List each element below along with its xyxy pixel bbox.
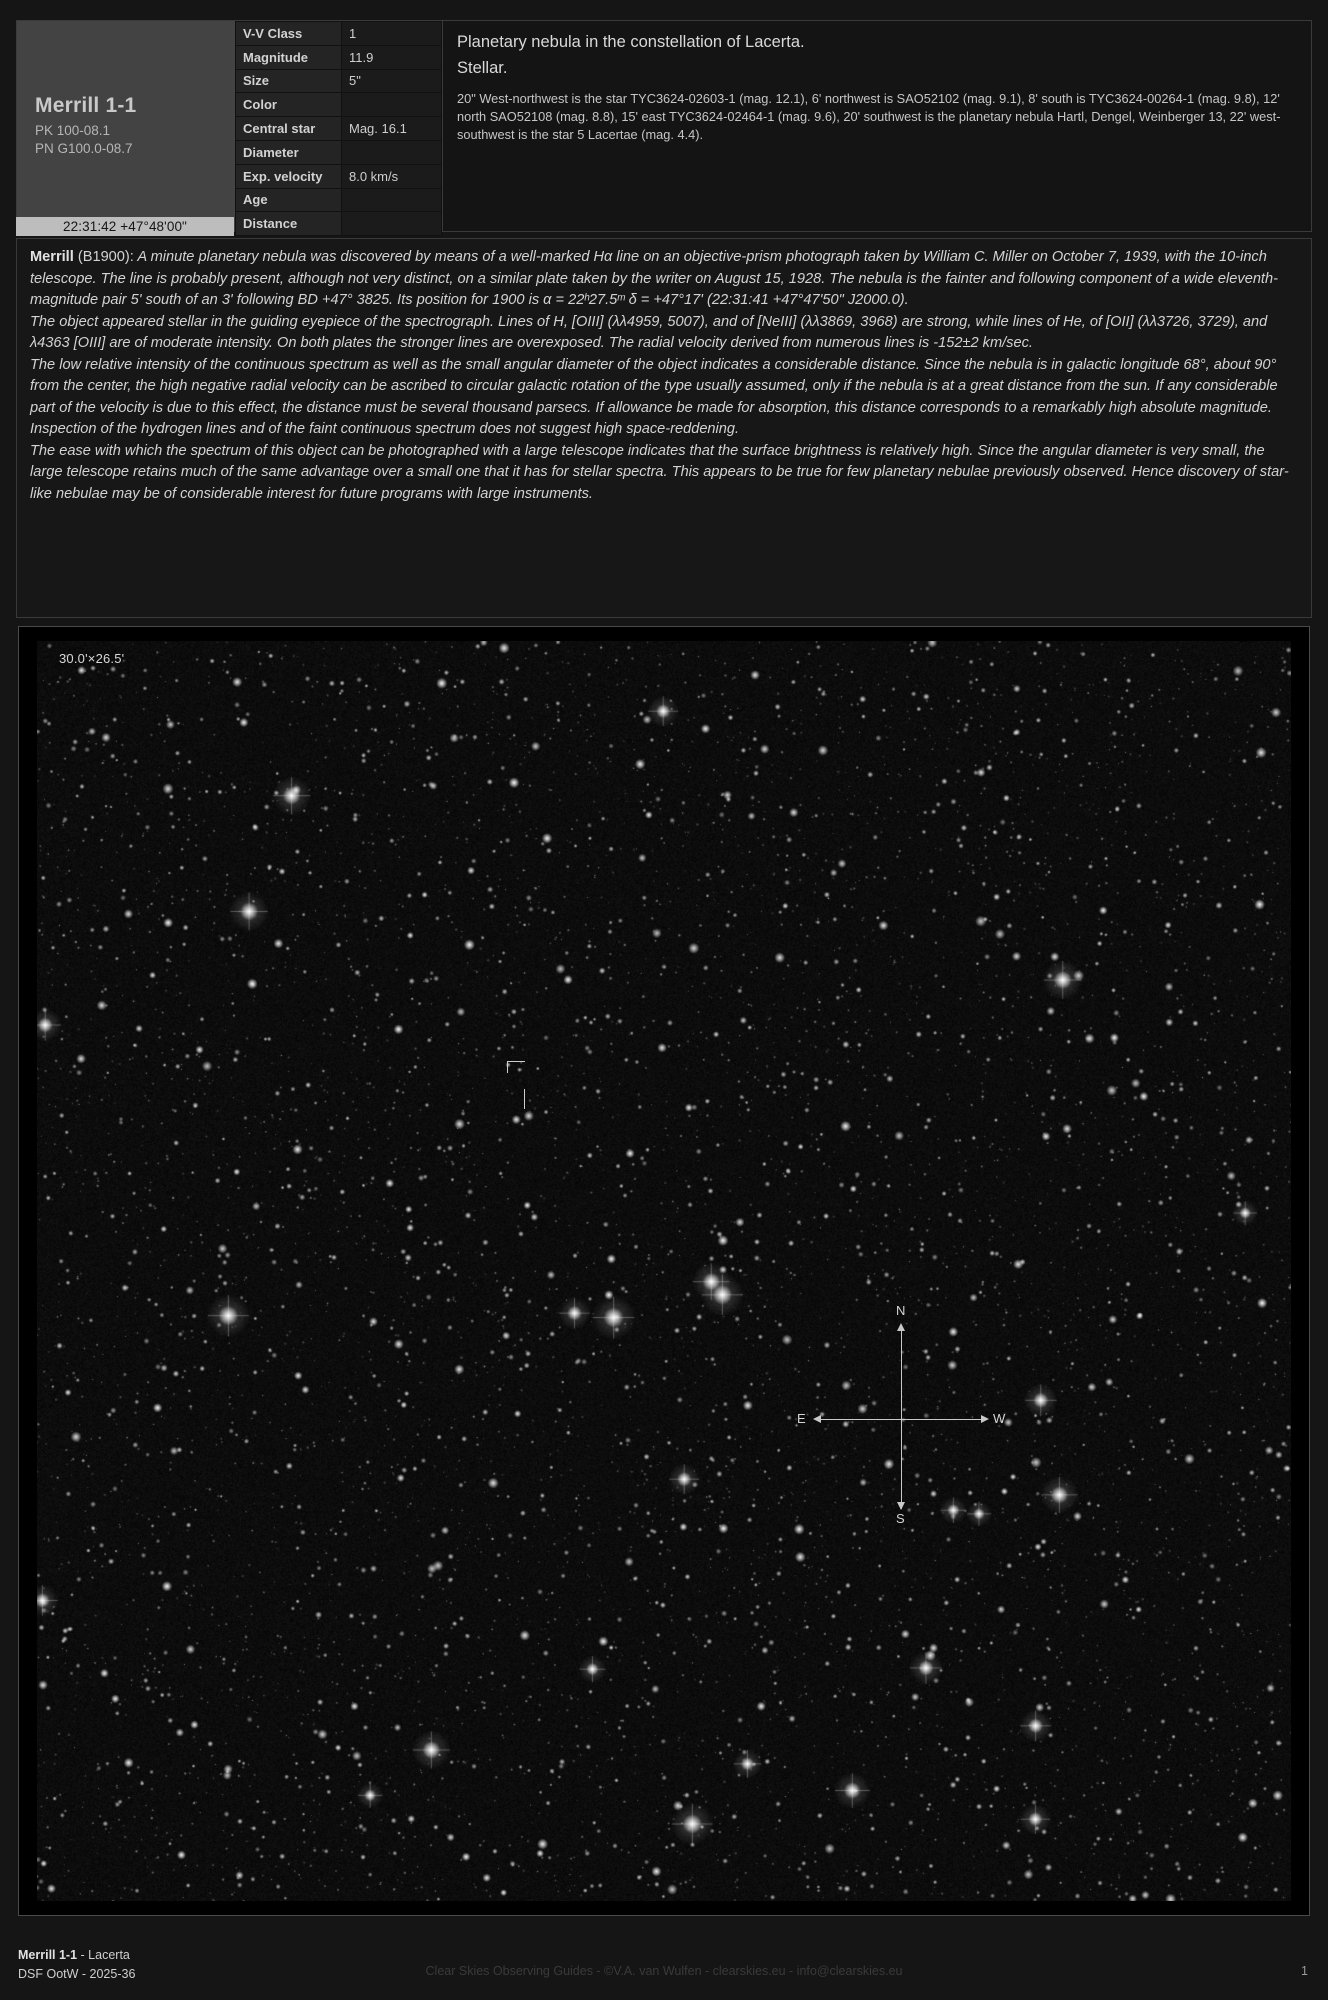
table-key: Exp. velocity xyxy=(236,164,342,188)
compass-east-label: E xyxy=(797,1411,806,1426)
table-row xyxy=(236,212,442,236)
note-paragraph: The low relative intensity of the continuous spectrum as well as the small angular diameter of the object indicates a considerable distance. Since the nebula is in galactic longitude 68°, about 90° from the center, the high negative radial velocity can be ascribed to circular galactic rotation of the type usually assumed, only if the nebula is at a great distance from the sun. If any considerable part of the velocity is due to this effect, the distance must be several thousand parsecs. If allowance be made for absorption, this distance corresponds to a remarkably high absolute magnitude. xyxy=(30,356,1278,416)
table-value: 11.9 xyxy=(342,45,442,69)
footer-guide-code: DSF OotW - 2025-36 xyxy=(18,1967,136,1982)
object-description-cell xyxy=(442,21,1311,231)
footer-credit: Clear Skies Observing Guides - ©V.A. van Wulfen - clearskies.eu - info@clearskies.eu xyxy=(425,1964,903,1978)
object-identity-cell xyxy=(17,21,235,231)
footer-object-line xyxy=(18,1946,135,1965)
footer-constellation: - Lacerta xyxy=(80,1948,130,1962)
table-row xyxy=(236,164,442,188)
table-row xyxy=(236,140,442,164)
compass-rose xyxy=(797,1301,1007,1531)
compass-north-arrow xyxy=(897,1323,905,1331)
table-value xyxy=(342,188,442,212)
compass-west-arrow xyxy=(981,1415,989,1423)
table-value: Mag. 16.1 xyxy=(342,117,442,141)
note-paragraph: The object appeared stellar in the guiding eyepiece of the spectrograph. Lines of H, [OIII] (λλ4959, 5007), and of [NeIII] (λλ3869, 3968) are strong, while lines of He, of [OII] (λλ3726, 3729), and λ4363 [OIII] are of moderate intensity. On both plates the stronger lines are overexposed. The radial velocity derived from numerous lines is -152±2 km/sec. xyxy=(30,313,1268,352)
table-value: 5" xyxy=(342,69,442,93)
note-paragraph xyxy=(30,247,1298,312)
compass-east-arrow xyxy=(813,1415,821,1423)
table-key: Distance xyxy=(236,212,342,236)
table-row xyxy=(236,22,442,46)
note-paragraph: The ease with which the spectrum of this object can be photographed with a large telescope indicates that the surface brightness is relatively high. Since the angular diameter is very small, the large telescope retains much of the same advantage over a small one that it has for stellar spectra. This appears to be true for few planetary nebulae previously observed. Hence discovery of star-like nebulae may be of considerable interest for future programs with large instruments. xyxy=(30,442,1289,502)
table-key: Diameter xyxy=(236,140,342,164)
object-alt-name-1: PK 100-08.1 xyxy=(35,122,111,138)
table-key: Age xyxy=(236,188,342,212)
object-data-table xyxy=(235,21,442,236)
compass-north-label: N xyxy=(896,1303,906,1318)
object-header-panel xyxy=(16,20,1312,232)
table-key: Size xyxy=(236,69,342,93)
table-row xyxy=(236,45,442,69)
note-source-epoch: (B1900): xyxy=(77,249,134,265)
sky-image-viewport xyxy=(37,641,1291,1901)
page-footer xyxy=(18,1946,1310,1992)
compass-horizontal-line xyxy=(819,1419,985,1420)
note-paragraph: Inspection of the hydrogen lines and of the faint continuous spectrum does not suggest high space-reddening. xyxy=(30,421,740,438)
compass-south-arrow xyxy=(897,1502,905,1510)
sky-survey-image-panel xyxy=(18,626,1310,1916)
note-source-label: Merrill xyxy=(30,249,74,265)
table-value xyxy=(342,140,442,164)
table-value: 8.0 km/s xyxy=(342,164,442,188)
table-key: Central star xyxy=(236,117,342,141)
footer-page-number: 1 xyxy=(1301,1964,1308,1978)
table-key: Magnitude xyxy=(236,45,342,69)
table-value xyxy=(342,212,442,236)
compass-west-label: W xyxy=(993,1411,1006,1426)
table-row xyxy=(236,117,442,141)
description-neighbours: 20" West-northwest is the star TYC3624-02603-1 (mag. 12.1), 6' northwest is SAO52102 (mag. 9.1), 8' south is TYC3624-00264-1 (mag. 9.8), 12' north SAO52108 (mag. 8.8), 15' east TYC3624-02464-1 (mag. 9.6), 20' southwest is the planetary nebula Hartl, Dengel, Weinberger 13, 22' west-southwest is the star 5 Lacertae (mag. 4.4). xyxy=(457,90,1281,143)
object-marker xyxy=(507,1061,541,1109)
historic-note-panel xyxy=(16,238,1312,618)
object-alt-name-2: PN G100.0-08.7 xyxy=(35,141,133,157)
field-of-view-label: 30.0'×26.5' xyxy=(59,651,125,666)
description-line-1: Planetary nebula in the constellation of Lacerta. xyxy=(457,33,805,51)
page-title: Merrill 1-1 xyxy=(35,93,137,117)
table-key: V-V Class xyxy=(236,22,342,46)
table-row xyxy=(236,93,442,117)
note-paragraph-text: A minute planetary nebula was discovered by means of a well-marked Hα line on an objective-prism photograph taken by William C. Miller on October 7, 1939, with the 10-inch telescope. The line is probably present, although not very distinct, on a similar plate taken by the writer on August 15, 1928. The nebula is the fainter and following component of a wide eleventh-magnitude pair 5' south of an 3' following BD +47° 3825. Its position for 1900 is α = 22ʰ27.5ᵐ δ = +47°17' (22:31:41 +47°47'50" J2000.0). xyxy=(30,249,1278,309)
table-value: 1 xyxy=(342,22,442,46)
table-value xyxy=(342,93,442,117)
table-row xyxy=(236,188,442,212)
coordinates-bar: 22:31:42 +47°48'00" xyxy=(16,217,234,236)
table-row xyxy=(236,69,442,93)
object-data-table-body xyxy=(236,22,442,236)
starfield-image xyxy=(37,641,1291,1901)
compass-south-label: S xyxy=(896,1511,905,1526)
footer-object-name: Merrill 1-1 xyxy=(18,1948,78,1962)
table-key: Color xyxy=(236,93,342,117)
description-line-2: Stellar. xyxy=(457,58,508,77)
